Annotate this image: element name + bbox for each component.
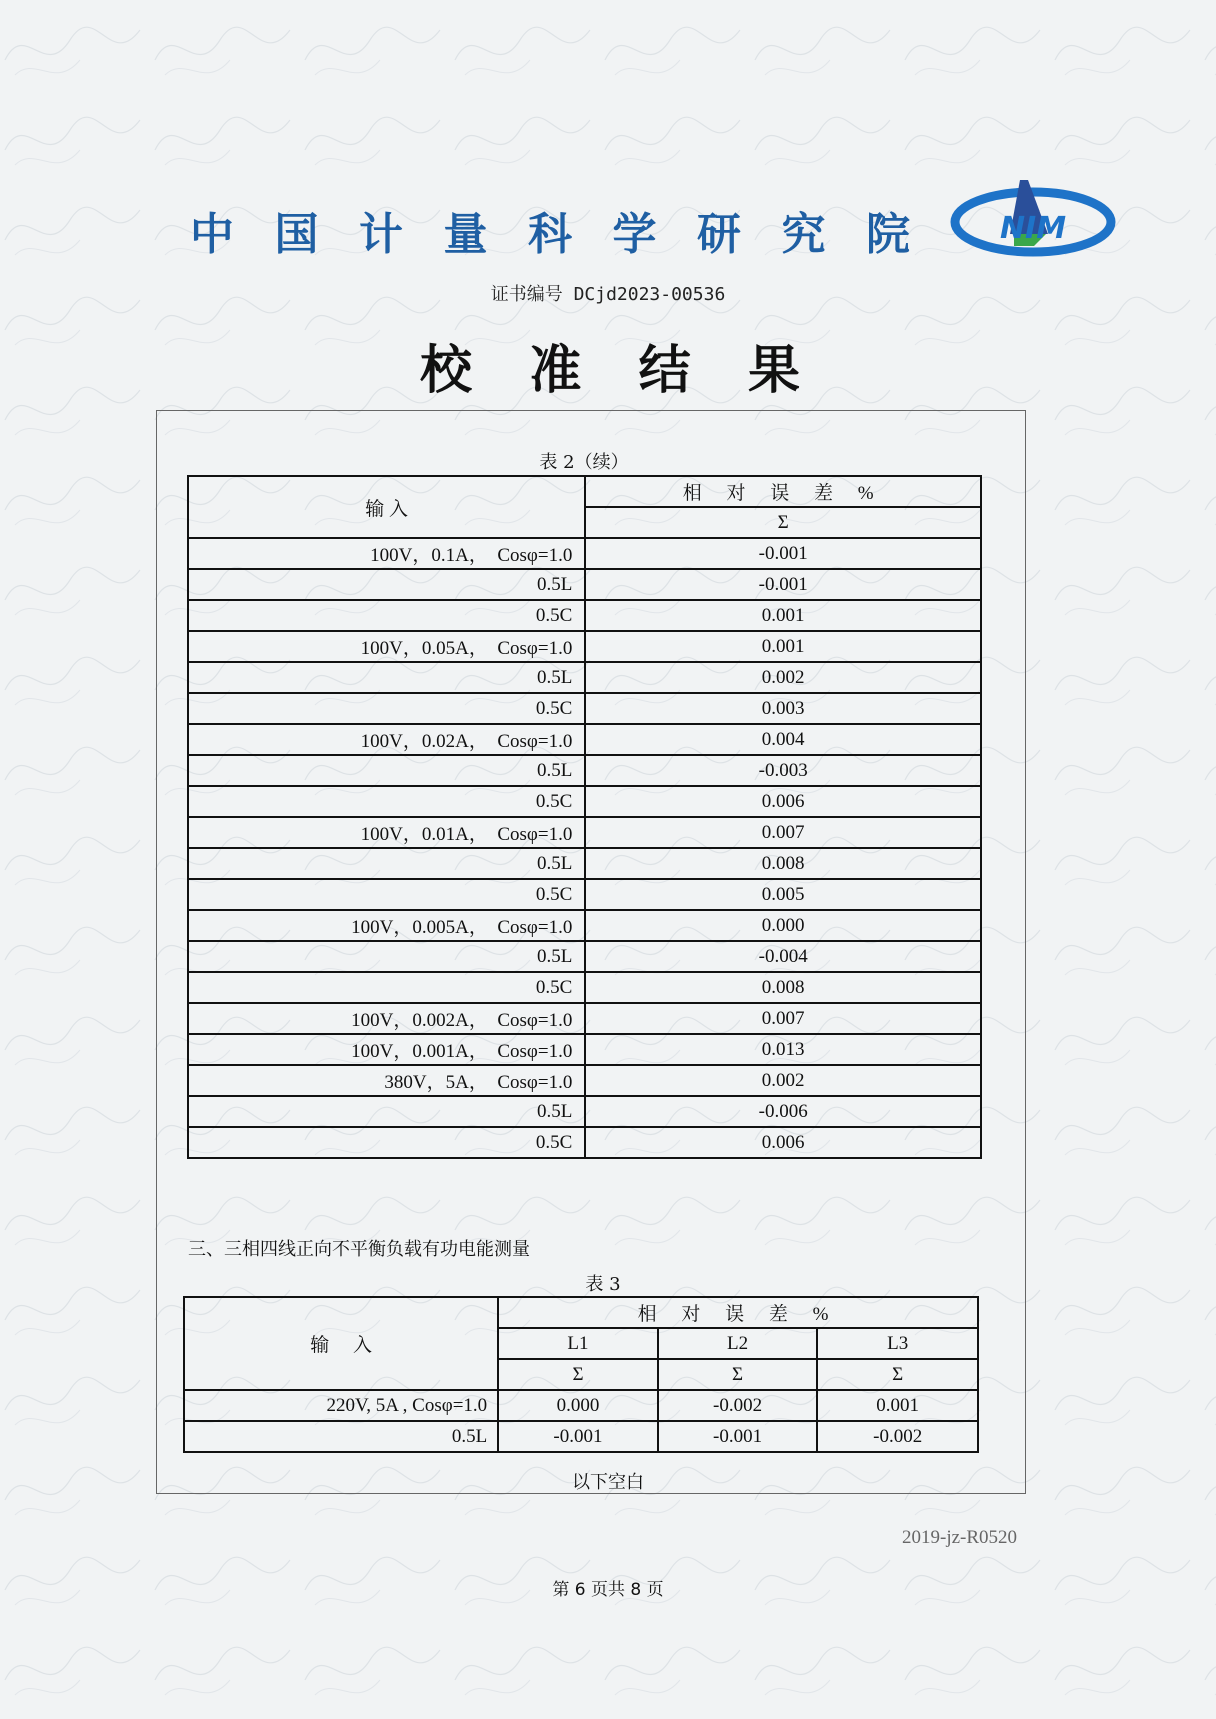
- table2-input-cell: 0.5C: [188, 1127, 585, 1158]
- table2-input-cell: 100V，0.01A， Cosφ=1.0: [188, 817, 585, 848]
- table-row: [188, 693, 981, 724]
- table-row: [188, 848, 981, 879]
- org-char: 量: [443, 209, 488, 260]
- table-row: [188, 1096, 981, 1127]
- org-char: 研: [697, 209, 741, 260]
- table2-value-cell: 0.007: [585, 817, 981, 848]
- document-title: [420, 330, 800, 400]
- table2-value-cell: 0.006: [585, 786, 981, 817]
- table-row: [188, 569, 981, 600]
- certificate-number: DCjd2023-00536: [573, 284, 726, 305]
- table2-value-cell: -0.001: [585, 538, 981, 569]
- table3-phase-header: L1: [498, 1328, 658, 1359]
- certificate-number-line: [0, 280, 1216, 306]
- table-row: [188, 755, 981, 786]
- org-char: 计: [359, 209, 403, 260]
- table-row: [188, 1127, 981, 1158]
- table2-input-cell: 0.5C: [188, 879, 585, 910]
- table2-input-cell: 0.5L: [188, 941, 585, 972]
- table3-value-cell: 0.001: [817, 1390, 978, 1421]
- table2-input-cell: 0.5L: [188, 755, 585, 786]
- table2-value-cell: 0.000: [585, 910, 981, 941]
- table2-value-cell: 0.001: [585, 631, 981, 662]
- table3-value-cell: -0.001: [498, 1421, 658, 1452]
- table2: [187, 475, 982, 1159]
- table-row: [188, 1003, 981, 1034]
- table3-phase-header: L3: [817, 1328, 978, 1359]
- table3-value-cell: -0.002: [817, 1421, 978, 1452]
- title-char: 果: [747, 339, 800, 401]
- table2-value-cell: 0.001: [585, 600, 981, 631]
- table-row: [188, 817, 981, 848]
- org-char: 究: [781, 209, 826, 260]
- org-char: 国: [274, 209, 319, 260]
- table3-sigma-header: Σ: [498, 1359, 658, 1390]
- blank-below-note: 以下空白: [572, 1472, 644, 1493]
- section3-heading: 三、三相四线正向不平衡负载有功电能测量: [188, 1239, 530, 1260]
- table2-value-cell: 0.008: [585, 972, 981, 1003]
- table3-input-cell: 0.5L: [184, 1421, 498, 1452]
- table2-value-cell: -0.003: [585, 755, 981, 786]
- table2-input-header: 输 入: [188, 476, 585, 538]
- table-row: [188, 600, 981, 631]
- table2-value-cell: 0.003: [585, 693, 981, 724]
- table2-value-cell: -0.006: [585, 1096, 981, 1127]
- table2-value-cell: 0.007: [585, 1003, 981, 1034]
- table2-value-cell: -0.004: [585, 941, 981, 972]
- table2-value-cell: -0.001: [585, 569, 981, 600]
- table-row: [188, 786, 981, 817]
- table2-input-cell: 0.5C: [188, 972, 585, 1003]
- table2-value-cell: 0.002: [585, 662, 981, 693]
- table2-input-cell: 0.5C: [188, 786, 585, 817]
- table2-input-cell: 100V，0.1A， Cosφ=1.0: [188, 538, 585, 569]
- table3-value-cell: -0.002: [658, 1390, 818, 1421]
- table2-input-cell: 0.5C: [188, 693, 585, 724]
- table-row: [188, 1034, 981, 1065]
- table2-value-cell: 0.004: [585, 724, 981, 755]
- org-char: 院: [866, 209, 910, 260]
- table2-value-cell: 0.002: [585, 1065, 981, 1096]
- table2-value-cell: 0.013: [585, 1034, 981, 1065]
- table-row: [188, 1065, 981, 1096]
- org-char: 学: [612, 209, 657, 260]
- table2-input-cell: 0.5L: [188, 662, 585, 693]
- table2-value-cell: 0.006: [585, 1127, 981, 1158]
- table2-sigma-header: Σ: [585, 507, 981, 538]
- table2-input-cell: 0.5L: [188, 569, 585, 600]
- org-char: 科: [528, 209, 572, 260]
- logo-lettering: NIM: [999, 211, 1067, 246]
- form-code: 2019-jz-R0520: [902, 1527, 1018, 1548]
- table-row: [188, 631, 981, 662]
- title-char: 结: [638, 339, 691, 401]
- table3-sigma-header: Σ: [658, 1359, 818, 1390]
- table-row: [188, 724, 981, 755]
- table-row: [184, 1421, 978, 1452]
- table2-input-cell: 0.5C: [188, 600, 585, 631]
- organization-name: [190, 200, 910, 260]
- table2-value-cell: 0.008: [585, 848, 981, 879]
- table-row: [188, 879, 981, 910]
- table-row: [188, 910, 981, 941]
- title-char: 准: [529, 339, 582, 401]
- table2-input-cell: 100V，0.005A， Cosφ=1.0: [188, 910, 585, 941]
- table2-caption: 表 2（续）: [539, 452, 629, 473]
- table3-value-cell: -0.001: [658, 1421, 818, 1452]
- table2-input-cell: 100V，0.001A， Cosφ=1.0: [188, 1034, 585, 1065]
- table2-input-cell: 380V，5A， Cosφ=1.0: [188, 1065, 585, 1096]
- table3-error-header: 相 对 误 差 %: [498, 1297, 978, 1328]
- table2-error-header: 相 对 误 差 %: [585, 476, 981, 507]
- table3-phase-header: L2: [658, 1328, 818, 1359]
- table3-caption: 表 3: [585, 1274, 621, 1295]
- title-char: 校: [420, 339, 473, 401]
- table3-input-header: 输 入: [184, 1297, 498, 1390]
- table2-input-cell: 0.5L: [188, 848, 585, 879]
- table2-input-cell: 0.5L: [188, 1096, 585, 1127]
- table-row: [188, 972, 981, 1003]
- table2-input-cell: 100V，0.05A， Cosφ=1.0: [188, 631, 585, 662]
- table3-sigma-header: Σ: [817, 1359, 978, 1390]
- nim-logo: [948, 178, 1118, 258]
- certificate-label: 证书编号: [490, 284, 563, 305]
- org-char: 中: [190, 209, 234, 260]
- table-row: [188, 662, 981, 693]
- table2-input-cell: 100V，0.02A， Cosφ=1.0: [188, 724, 585, 755]
- table3-input-cell: 220V, 5A , Cosφ=1.0: [184, 1390, 498, 1421]
- table2-input-cell: 100V，0.002A， Cosφ=1.0: [188, 1003, 585, 1034]
- table2-value-cell: 0.005: [585, 879, 981, 910]
- table-row: [188, 538, 981, 569]
- table3-value-cell: 0.000: [498, 1390, 658, 1421]
- table-row: [184, 1390, 978, 1421]
- table-row: [188, 941, 981, 972]
- table3: [183, 1296, 979, 1453]
- page-number: 第 6 页共 8 页: [552, 1580, 664, 1600]
